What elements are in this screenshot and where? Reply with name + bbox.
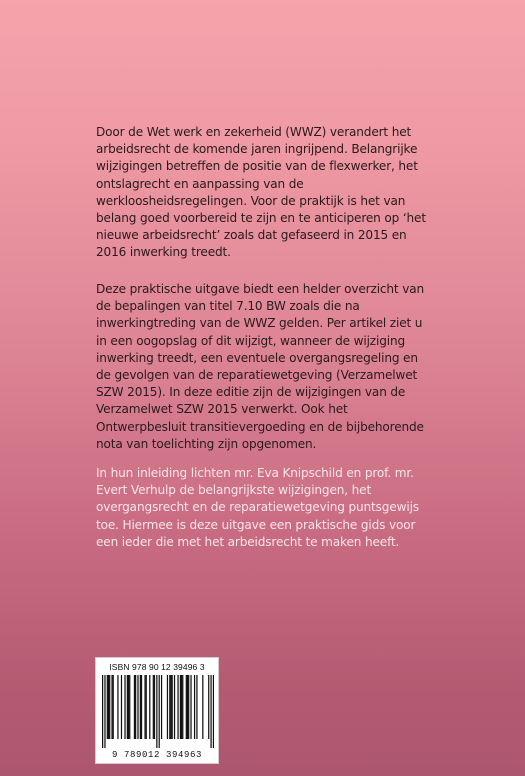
barcode-bar <box>208 675 209 739</box>
barcode-bar <box>186 675 187 739</box>
barcode-bar <box>159 675 160 748</box>
barcode-bar <box>182 675 183 739</box>
barcode-digits: 9 789012 394963 <box>111 750 202 760</box>
barcode-bar <box>172 675 173 739</box>
barcode-bar <box>149 675 150 739</box>
isbn-label: ISBN 978 90 12 39496 3 <box>109 662 205 672</box>
authors-paragraph-text: In hun inleiding lichten mr. Eva Knipschild en prof. mr. Evert Verhulp de belangrijkste wijzigingen, het overgangsrecht en de reparatiewetgeving puntsgewijs toe. Hiermee is deze uitgave een praktische gids voor een ieder die met het arbeidsrecht te maken heeft. <box>96 466 419 549</box>
barcode-bar <box>194 675 195 739</box>
barcode-bar <box>156 675 157 748</box>
barcode-bar <box>104 675 105 748</box>
barcode-bar <box>128 675 129 739</box>
barcode-bar <box>177 675 178 739</box>
barcode-bar <box>121 675 122 739</box>
barcode-bar <box>169 675 170 739</box>
isbn-barcode <box>95 657 219 764</box>
barcode-bar <box>134 675 135 739</box>
barcode-bar <box>213 675 214 748</box>
description-paragraph <box>96 281 426 453</box>
barcode-bar <box>210 675 211 748</box>
description-paragraph-text: Deze praktische uitgave biedt een helder overzicht van de bepalingen van titel 7.10 BW zoals die na inwerkingtreding van de WWZ gelden. Per artikel ziet u in een oogopslag of dit wijzigt, wanneer de wijziging inwerking treedt, een eventuele overgangsregeling en de gevolgen van de reparatiewetgeving (Verzamelwet SZW 2015). In deze editie zijn de wijzigingen van de Verzamelwet SZW 2015 verwerkt. Ook het Ontwerpbesluit transitievergoeding en de bijbehorende nota van toelichting zijn opgenomen. <box>96 282 424 451</box>
barcode-bar <box>202 675 203 739</box>
barcode-bar <box>117 675 118 739</box>
barcode-bar <box>174 675 175 739</box>
barcode-bars <box>102 675 214 748</box>
barcode-bar <box>108 675 109 739</box>
intro-paragraph-text: Door de Wet werk en zekerheid (WWZ) verandert het arbeidsrecht de komende jaren ingrijpend. Belangrijke wijzigingen betreffen de positie van de flexwerker, het ontslagrecht en aanpassing van de werkloosheidsregelingen. Voor de praktijk is het van belang goed voorbereid te zijn en te anticiperen op ‘het nieuwe arbeidsrecht’ zoals dat gefaseerd in 2015 en 2016 inwerking treedt. <box>96 125 426 260</box>
barcode-bar <box>181 675 182 739</box>
barcode-bar <box>196 675 197 739</box>
barcode-bar <box>107 675 108 739</box>
barcode-bar <box>180 675 181 739</box>
barcode-bar <box>188 675 189 739</box>
barcode-bar <box>187 675 188 739</box>
barcode-bar <box>190 675 191 739</box>
barcode-bar <box>129 675 130 739</box>
barcode-bar <box>127 675 128 739</box>
barcode-bar <box>170 675 171 739</box>
intro-paragraph <box>96 124 426 262</box>
barcode-bar <box>153 675 154 739</box>
barcode-bar <box>109 675 110 739</box>
barcode-bar <box>154 675 155 739</box>
barcode-bar <box>113 675 114 739</box>
barcode-bar <box>111 675 112 739</box>
barcode-bar <box>124 675 125 739</box>
barcode-bar <box>141 675 142 739</box>
barcode-bar <box>102 675 103 748</box>
barcode-bar <box>146 675 147 739</box>
barcode-bar <box>144 675 145 739</box>
barcode-bar <box>137 675 138 739</box>
barcode-bar <box>140 675 141 739</box>
barcode-bar <box>167 675 168 739</box>
barcode-bar <box>135 675 136 739</box>
barcode-bar <box>161 675 162 739</box>
authors-paragraph <box>96 465 426 551</box>
